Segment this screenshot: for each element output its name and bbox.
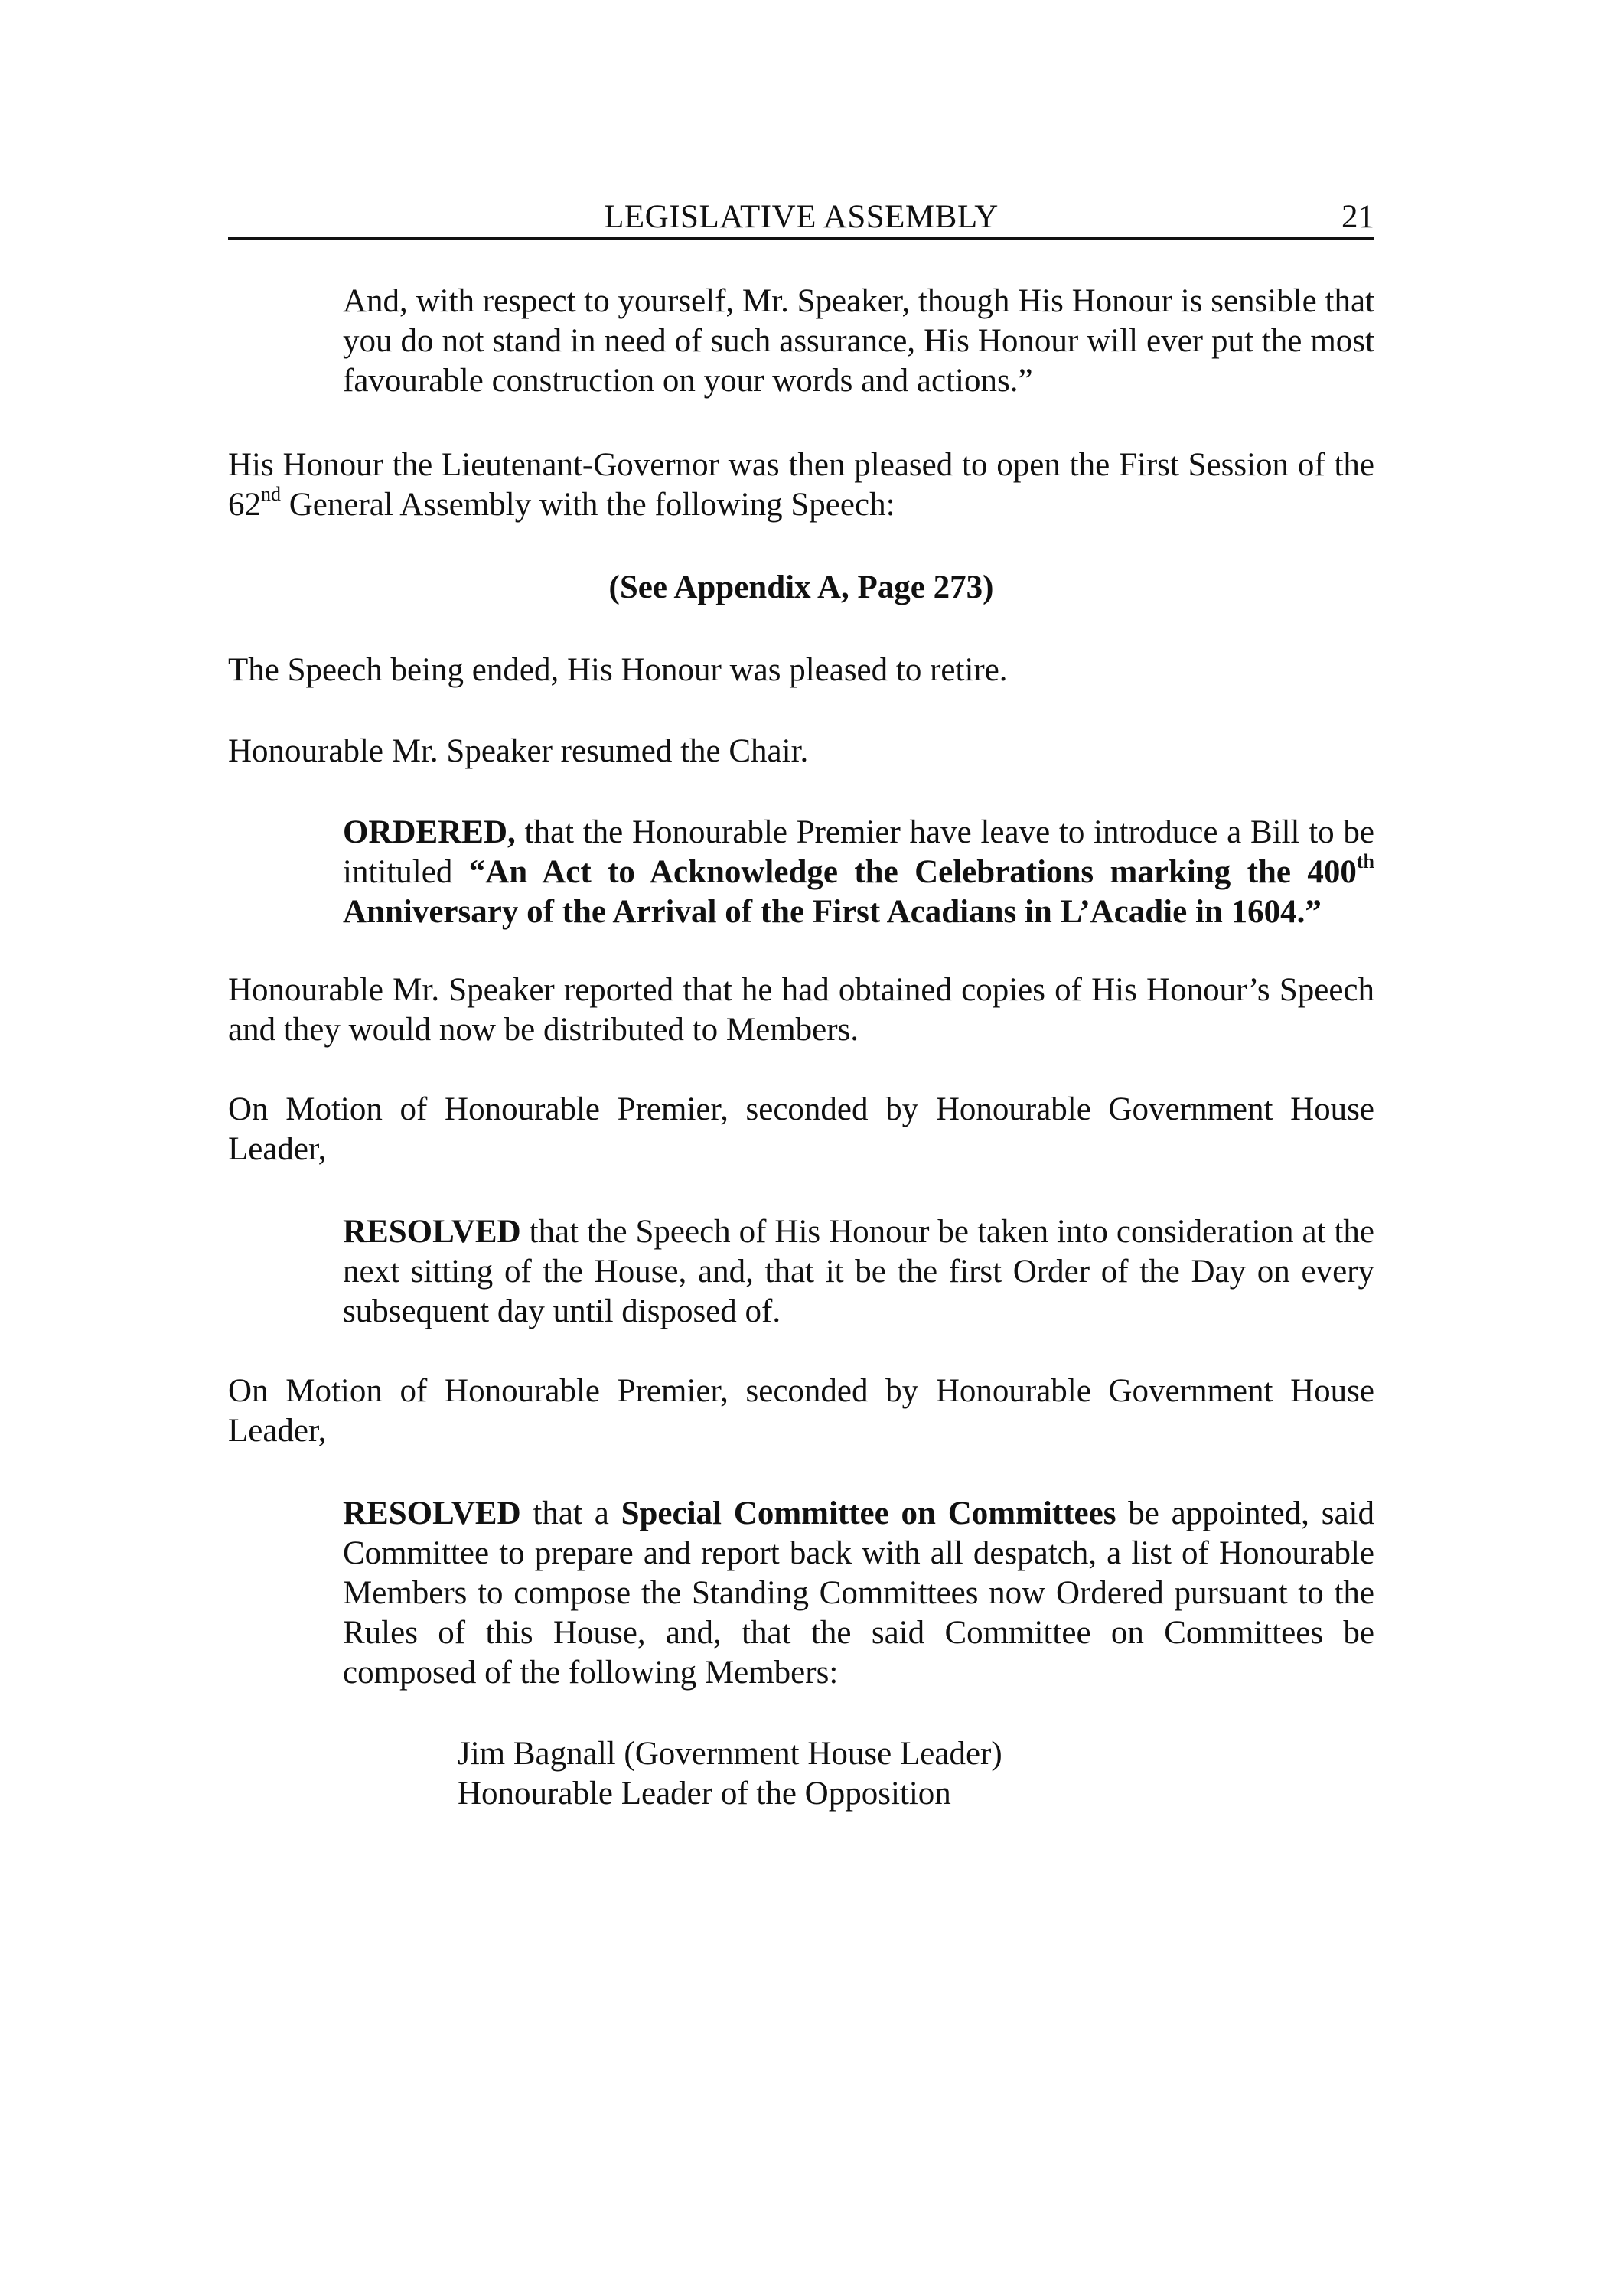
motion-text-2: On Motion of Honourable Premier, seconded by Honourable Government House Leader, bbox=[228, 1373, 1374, 1449]
ordered-paragraph bbox=[343, 813, 1374, 932]
ordered-text: that the Honourable Premier have leave to introduce a Bill to be intituled bbox=[343, 814, 1374, 890]
copies-distributed-paragraph bbox=[228, 970, 1374, 1050]
closing-address-paragraph bbox=[343, 282, 1374, 401]
speech-ended-paragraph bbox=[228, 651, 1374, 690]
ordinal-superscript: nd bbox=[261, 482, 281, 505]
committee-member: Jim Bagnall (Government House Leader) bbox=[458, 1736, 1002, 1772]
appendix-reference-text: (See Appendix A, Page 273) bbox=[608, 569, 994, 605]
bill-title-superscript: th bbox=[1356, 850, 1374, 872]
speech-ended-text: The Speech being ended, His Honour was pleased to retire. bbox=[228, 652, 1008, 688]
committee-member: Honourable Leader of the Opposition bbox=[458, 1776, 951, 1812]
speaker-resumed-text: Honourable Mr. Speaker resumed the Chair. bbox=[228, 733, 809, 769]
resolved-paragraph-1 bbox=[343, 1212, 1374, 1332]
bill-title-end: Anniversary of the Arrival of the First Acadians in L’Acadie in 1604.” bbox=[343, 894, 1322, 930]
appendix-reference bbox=[228, 568, 1374, 608]
running-title: LEGISLATIVE ASSEMBLY bbox=[604, 199, 999, 235]
closing-address-text: And, with respect to yourself, Mr. Speaker, though His Honour is sensible that you do not stand in need of such assurance, His Honour will ever put the most favourable construction on your words and actions.” bbox=[343, 283, 1374, 399]
committee-members-list bbox=[458, 1734, 1374, 1814]
resolved-text-2b: be appointed, said Committee to prepare and report back with all despatch, a list of Honourable Members to compose the Standing Committees now Ordered pursuant to the Rules of this House, and, that the said Committee on Committees be composed of the following Members: bbox=[343, 1495, 1374, 1691]
bill-title: “An Act to Acknowledge the Celebrations marking the 400 bbox=[468, 854, 1357, 890]
motion-text-1: On Motion of Honourable Premier, seconded by Honourable Government House Leader, bbox=[228, 1091, 1374, 1167]
resolved-lead-2: RESOLVED bbox=[343, 1495, 521, 1531]
motion-paragraph-1 bbox=[228, 1090, 1374, 1169]
resolved-text-2a: that a bbox=[520, 1495, 621, 1531]
copies-distributed-text: Honourable Mr. Speaker reported that he had obtained copies of His Honour’s Speech and they would now be distributed to Members. bbox=[228, 972, 1374, 1048]
resolved-lead-1: RESOLVED bbox=[343, 1214, 521, 1250]
ordered-lead: ORDERED, bbox=[343, 814, 516, 850]
speaker-resumed-paragraph bbox=[228, 732, 1374, 771]
committee-name: Special Committee on Committees bbox=[621, 1495, 1116, 1531]
resolved-text-1: that the Speech of His Honour be taken into consideration at the next sitting of the House, and, that it be the first Order of the Day on every subsequent day until disposed of. bbox=[343, 1214, 1374, 1329]
page-number: 21 bbox=[1341, 199, 1374, 235]
motion-paragraph-2 bbox=[228, 1371, 1374, 1451]
opening-session-paragraph bbox=[228, 445, 1374, 525]
opening-session-text-end: General Assembly with the following Speech: bbox=[281, 487, 895, 523]
running-header bbox=[228, 194, 1374, 240]
opening-session-text: His Honour the Lieutenant-Governor was then pleased to open the First Session of the 62 bbox=[228, 447, 1374, 523]
resolved-paragraph-2 bbox=[343, 1494, 1374, 1693]
